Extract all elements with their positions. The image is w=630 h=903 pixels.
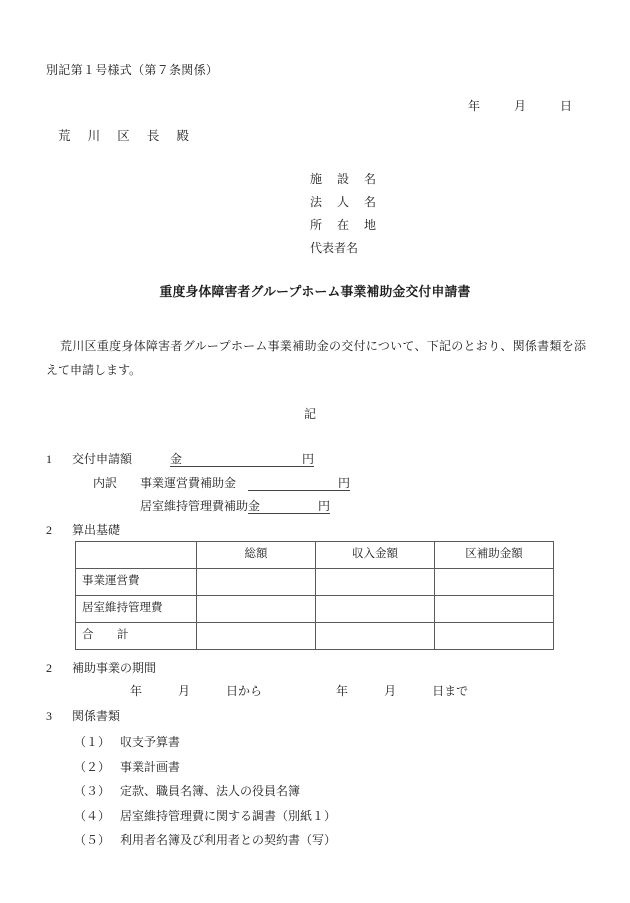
attachment-index-1: （１） — [74, 735, 111, 749]
attachment-text-1: 収支予算書 — [120, 735, 181, 749]
addressee-line: 荒 川 区 長 殿 — [58, 129, 197, 143]
breakdown-operations-suffix: 円 — [338, 476, 351, 490]
section-period-label: 補助事業の期間 — [72, 661, 157, 675]
applicant-corporation-name-label: 法 人 名 — [310, 195, 383, 209]
table-row-label-operations: 事業運営費 — [76, 569, 197, 596]
attachment-index-4: （４） — [74, 808, 111, 823]
table-header-income: 収入金額 — [316, 542, 435, 569]
list-item — [74, 779, 336, 804]
applicant-block — [310, 168, 382, 260]
breakdown-maintenance-suffix: 円 — [318, 499, 331, 513]
breakdown-label: 内訳 — [93, 476, 118, 490]
period-to-day-label: 日まで — [432, 684, 469, 698]
form-identifier: 別記第１号様式（第７条関係） — [46, 63, 219, 77]
section-amount-heading — [46, 453, 314, 467]
applicant-address-row — [310, 214, 382, 237]
applicant-representative-row — [310, 237, 382, 260]
table-header-subsidy: 区補助金額 — [435, 542, 554, 569]
period-to-year-label: 年 — [336, 684, 349, 698]
section-basis-heading — [46, 524, 120, 536]
attachment-index-2: （２） — [74, 759, 111, 774]
table-cell-total-subsidy[interactable] — [435, 623, 554, 650]
table-row — [76, 623, 554, 650]
section-documents-heading — [46, 710, 120, 722]
date-month-label: 月 — [514, 99, 527, 113]
section-basis-label: 算出基礎 — [72, 523, 121, 537]
project-period-line[interactable] — [130, 685, 468, 697]
table-row — [76, 596, 554, 623]
table-cell-maintenance-subsidy[interactable] — [435, 596, 554, 623]
submission-date-line — [468, 100, 572, 112]
table-cell-operations-income[interactable] — [316, 569, 435, 596]
list-item — [74, 804, 336, 829]
section-documents-number: 3 — [46, 709, 52, 723]
section-documents-label: 関係書類 — [72, 709, 121, 723]
period-from-day-label: 日から — [226, 684, 263, 698]
list-item — [74, 730, 336, 755]
applicant-representative-label: 代表者名 — [310, 241, 359, 255]
period-from-year-label: 年 — [130, 684, 143, 698]
attachment-index-3: （３） — [74, 784, 111, 798]
applicant-address-label: 所 在 地 — [310, 218, 383, 232]
table-cell-operations-subsidy[interactable] — [435, 569, 554, 596]
table-cell-maintenance-income[interactable] — [316, 596, 435, 623]
applicant-facility-name-label: 施 設 名 — [310, 172, 383, 186]
section-basis-number: 2 — [46, 523, 52, 537]
date-year-label: 年 — [468, 99, 481, 113]
applicant-facility-name-row — [310, 168, 382, 191]
table-cell-operations-total[interactable] — [197, 569, 316, 596]
table-row — [76, 569, 554, 596]
section-period-heading — [46, 662, 156, 674]
list-item — [74, 828, 336, 853]
table-cell-maintenance-total[interactable] — [197, 596, 316, 623]
amount-currency-suffix: 円 — [302, 452, 315, 466]
list-item — [74, 755, 336, 780]
date-day-label: 日 — [560, 99, 573, 113]
section-period-number: 2 — [46, 661, 52, 675]
section-amount-label: 交付申請額 — [72, 452, 133, 466]
table-row-label-total: 合 計 — [76, 623, 197, 650]
attachment-text-5: 利用者名簿及び利用者との契約書（写） — [120, 833, 337, 847]
breakdown-operations-label: 事業運営費補助金 — [140, 476, 237, 490]
attachment-text-4: 居室維持管理費に関する調書（別紙１） — [120, 808, 337, 823]
breakdown-row-maintenance — [140, 500, 330, 514]
table-corner-cell — [76, 542, 197, 569]
page-title: 重度身体障害者グループホーム事業補助金交付申請書 — [159, 285, 471, 299]
period-to-month-label: 月 — [384, 684, 397, 698]
period-from-month-label: 月 — [178, 684, 191, 698]
breakdown-maintenance-label: 居室維持管理費補助金 — [140, 499, 261, 513]
table-cell-total-total[interactable] — [197, 623, 316, 650]
attachment-text-3: 定款、職員名簿、法人の役員名簿 — [120, 784, 301, 798]
breakdown-maintenance-input[interactable] — [248, 500, 330, 514]
applicant-corporation-name-row — [310, 191, 382, 214]
amount-input-field[interactable] — [170, 453, 314, 467]
attachment-index-5: （５） — [74, 833, 111, 847]
table-header-total: 総額 — [197, 542, 316, 569]
table-row-label-maintenance: 居室維持管理費 — [76, 596, 197, 623]
section-amount-number: 1 — [46, 452, 52, 466]
breakdown-operations-input[interactable] — [248, 477, 350, 491]
attachment-text-2: 事業計画書 — [120, 759, 181, 774]
table-cell-total-income[interactable] — [316, 623, 435, 650]
table-header-row — [76, 542, 554, 569]
breakdown-row-operations — [140, 477, 350, 491]
body-paragraph: 荒川区重度身体障害者グループホーム事業補助金の交付について、下記のとおり、関係書類を添えて申請します。 — [46, 339, 586, 377]
amount-currency-prefix: 金 — [170, 452, 183, 466]
attachment-list — [74, 730, 336, 853]
ki-marker: 記 — [303, 407, 316, 421]
calculation-table — [75, 541, 554, 650]
